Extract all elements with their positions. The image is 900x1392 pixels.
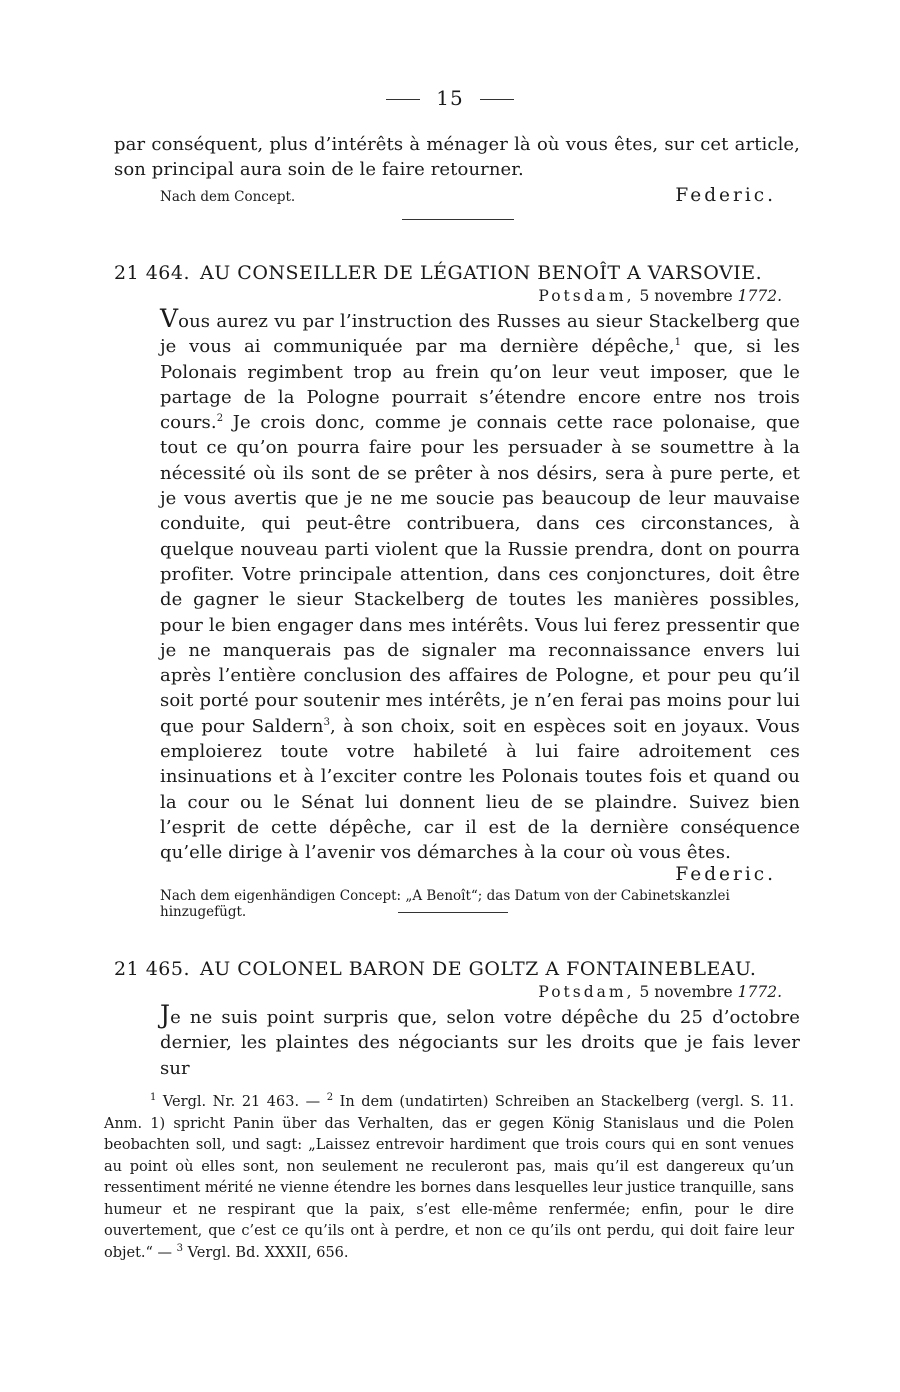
letter-heading	[114, 958, 800, 980]
footnote-mark-2: 2	[326, 1092, 334, 1104]
letter-21465	[114, 958, 800, 1081]
intro-section	[114, 132, 800, 206]
letter-dateline	[114, 983, 800, 1001]
separator-rule	[402, 219, 514, 220]
letter-body	[114, 304, 801, 866]
letter-dateline	[114, 287, 800, 305]
intro-text: par conséquent, plus d’intérêts à ménager là où vous êtes, sur cet article, son principal aura soin de le faire retourner.	[114, 134, 800, 181]
letter-source-note	[114, 888, 800, 920]
footnote-2: In dem (undatirten) Schreiben an Stackelberg (vergl. S. 11. Anm. 1) spricht Panin über das Verhalten, das er gegen König Stanislaus und die Polen beobachten soll, und sagt: „Laissez entrevoir hardiment que trois cours qui en sont venues au point où elles sont, non seulement ne reculeront pas, mais qu’il est dangereux qu’un ressentiment mérité ne vienne étendre les bornes dans lesquelles leur justice tranquille, sans humeur et ne respirant que la paix, s’est elle-même renfermée; enfin, pour le dire ouvertement, que c’est ce qu’ils ont à perdre, et non ce qu’ils ont perdu, qui doit faire leur objet.“ —	[104, 1094, 794, 1261]
drop-capital: J	[160, 1000, 171, 1029]
page-header	[0, 86, 900, 110]
page-number: 15	[436, 86, 464, 110]
footnote-3: Vergl. Bd. XXXII, 656.	[183, 1244, 349, 1261]
letter-number: 21 465.	[114, 958, 191, 980]
footnote-ref-1: 1	[674, 337, 682, 349]
footnote-ref-2: 2	[216, 413, 224, 425]
intro-source-note: Nach dem Concept.	[160, 188, 296, 205]
intro-footer	[114, 185, 800, 206]
letter-body-part-1: ous aurez vu par l’instruction des Russes au sieur Stackelberg que je vous ai communiquée par ma dernière dépêche,	[160, 311, 800, 358]
date-place: Potsdam,	[538, 983, 635, 1001]
source-note-text: Nach dem eigenhändigen Concept: „A Benoît“; das Datum von der Cabinetskanzlei hinzugefügt.	[160, 887, 730, 920]
footnote-ref-3: 3	[323, 716, 331, 728]
letter-number: 21 464.	[114, 262, 191, 284]
letter-body-part-3: Je crois donc, comme je connais cette race polonaise, que tout ce qu’on pourra faire pour les persuader à se soumettre à la nécessité où ils sont de se prêter à nos désirs, sera à pure perte, et je vous avertis que je ne me soucie pas beaucoup de leur mauvaise conduite, qui peut-être contribuera, dans ces circonstances, à quelque nouveau parti violent que la Russie prendra, dont on pourra profiter. Votre principale attention, dans ces conjonctures, doit être de gagner le sieur Stackelberg de toutes les manières possibles, pour le bien engager dans mes intérêts. Vous lui ferez pressentir que je ne manquerais pas de signaler ma reconnaissance envers lui après l’entière conclusion des affaires de Pologne, et pour peu qu’il soit porté pour soutenir mes intérêts, je n’en ferai pas moins pour lui que pour Saldern	[160, 412, 800, 737]
letter-body	[114, 1000, 800, 1081]
footnote-block	[104, 1092, 794, 1264]
date-year: 1772.	[737, 287, 782, 305]
letter-heading	[114, 262, 800, 284]
letter-body-text: e ne suis point surpris que, selon votre dépêche du 25 d’octobre dernier, les plaintes des négociants sur les droits que je fais lever sur	[160, 1007, 800, 1079]
date-day: 5 novembre	[639, 983, 733, 1001]
header-dash-left	[386, 99, 420, 100]
letter-body-part-4: , à son choix, soit en espèces soit en joyaux. Vous emploierez toute votre habileté à lui faire adroitement ces insinuations et à l’exciter contre les Polonais toutes fois et quand ou la cour ou le Sénat lui donnent lieu de se plaindre. Suivez bien l’esprit de cette dépêche, car il est de la dernière conséquence qu’elle dirige à l’avenir vos démarches à la cour où vous êtes.	[160, 715, 801, 864]
separator-rule-2	[398, 912, 508, 913]
header-dash-right	[480, 99, 514, 100]
letter-21464	[114, 262, 800, 920]
letter-signature: Federic.	[675, 863, 776, 885]
date-day: 5 novembre	[639, 287, 733, 305]
letter-title: AU COLONEL BARON DE GOLTZ A FONTAINEBLEAU.	[200, 958, 757, 980]
footnotes	[104, 1092, 794, 1264]
footnote-mark-1: 1	[150, 1092, 157, 1104]
date-year: 1772.	[737, 983, 782, 1001]
footnote-1: Vergl. Nr. 21 463. —	[156, 1094, 327, 1110]
intro-signature: Federic.	[675, 184, 776, 206]
letter-body-part-2: que, si les Polonais regimbent trop au frein qu’on leur veut imposer, que le partage de la Pologne pourrait s’étendre encore entre nos trois cours.	[160, 336, 800, 434]
drop-capital: V	[160, 304, 179, 333]
letter-title: AU CONSEILLER DE LÉGATION BENOÎT A VARSOVIE.	[200, 262, 763, 284]
date-place: Potsdam,	[538, 287, 635, 305]
letter-signature-row	[114, 864, 800, 885]
footnote-mark-3: 3	[176, 1242, 184, 1254]
